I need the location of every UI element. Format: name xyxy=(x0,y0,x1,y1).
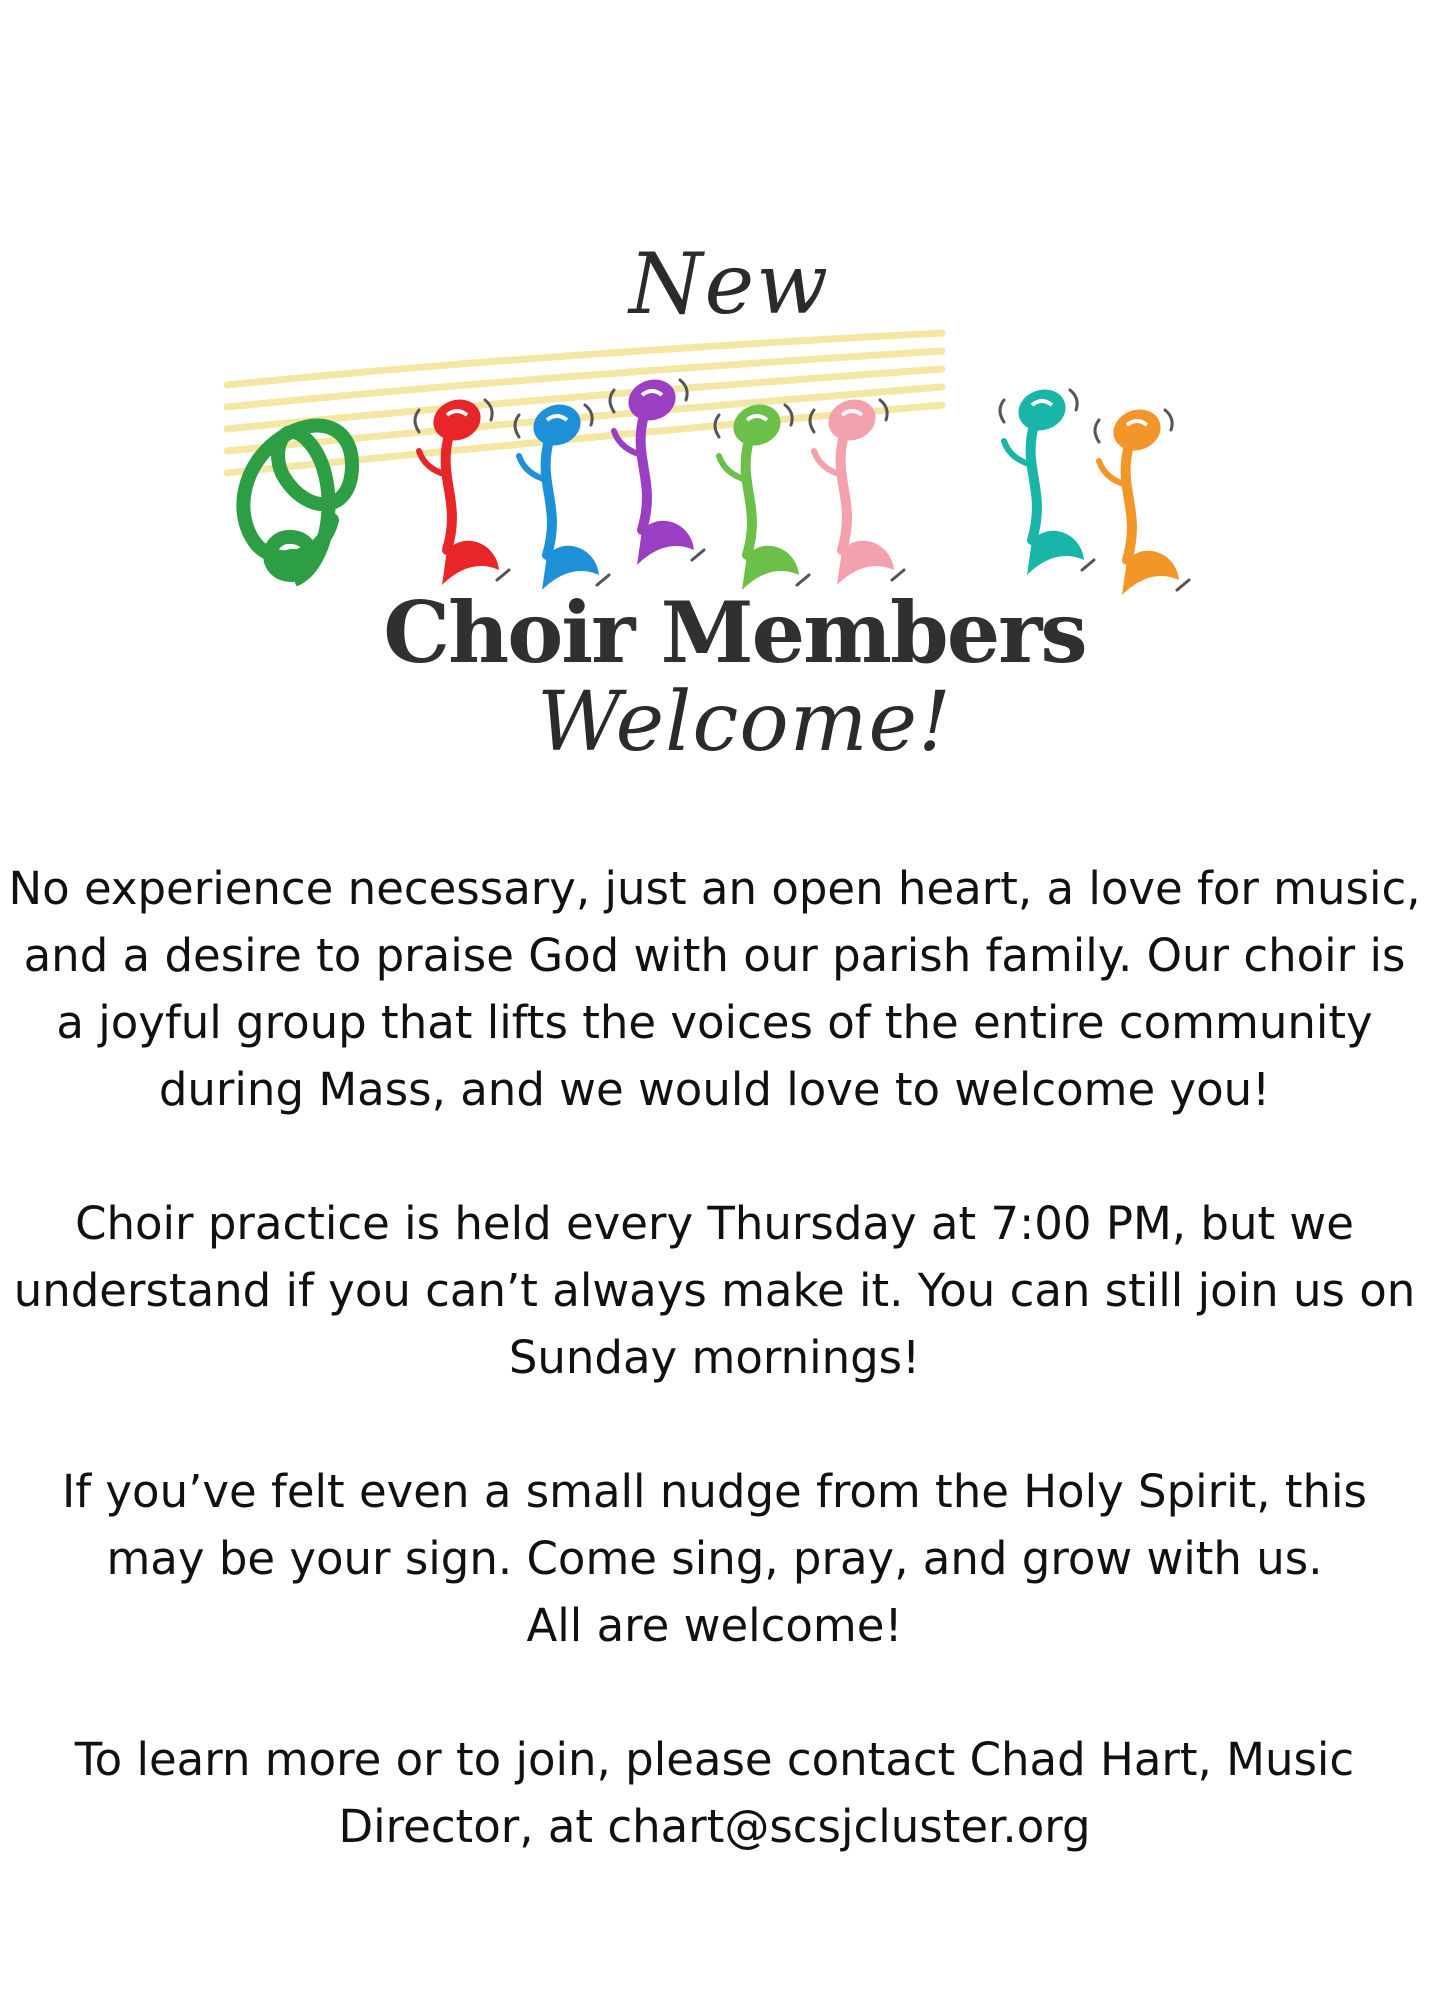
treble-clef-icon xyxy=(243,426,352,580)
music-staff xyxy=(227,333,942,473)
dancing-note xyxy=(1095,403,1189,595)
paragraph-intro xyxy=(0,855,1429,1123)
logo-word-choir-members: Choir Members xyxy=(383,583,1086,682)
flyer-body xyxy=(0,855,1429,1927)
text-line: during Mass, and we would love to welcome you! xyxy=(158,1063,1271,1116)
paragraph-contact xyxy=(0,1726,1429,1860)
text-line: understand if you can’t always make it. You can still join us on xyxy=(13,1264,1416,1317)
contact-line: Director, at chart@scsjcluster.org xyxy=(338,1800,1091,1853)
logo-word-new: New xyxy=(628,235,831,333)
text-line: and a desire to praise God with our parish family. Our choir is xyxy=(23,929,1406,982)
text-line: To learn more or to join, please contact Chad Hart, Music xyxy=(74,1733,1355,1786)
text-line: If you’ve felt even a small nudge from the Holy Spirit, this xyxy=(61,1465,1368,1518)
text-line: Choir practice is held every Thursday at 7:00 PM, but we xyxy=(75,1197,1354,1250)
text-line: All are welcome! xyxy=(526,1599,903,1652)
paragraph-invitation xyxy=(0,1458,1429,1659)
dancing-note xyxy=(515,398,609,590)
text-line: a joyful group that lifts the voices of the entire community xyxy=(56,996,1373,1049)
dancing-note xyxy=(810,393,904,585)
dancing-note xyxy=(1000,383,1094,575)
text-line: may be your sign. Come sing, pray, and grow with us. xyxy=(106,1532,1323,1585)
text-line: Sunday mornings! xyxy=(508,1331,921,1384)
paragraph-practice xyxy=(0,1190,1429,1391)
logo-word-welcome: Welcome! xyxy=(537,675,952,770)
dancing-notes xyxy=(415,373,1189,595)
text-line: No experience necessary, just an open heart, a love for music, xyxy=(8,862,1421,915)
dancing-note xyxy=(610,373,704,565)
clef-dot xyxy=(278,549,306,571)
choir-logo xyxy=(222,215,1207,775)
